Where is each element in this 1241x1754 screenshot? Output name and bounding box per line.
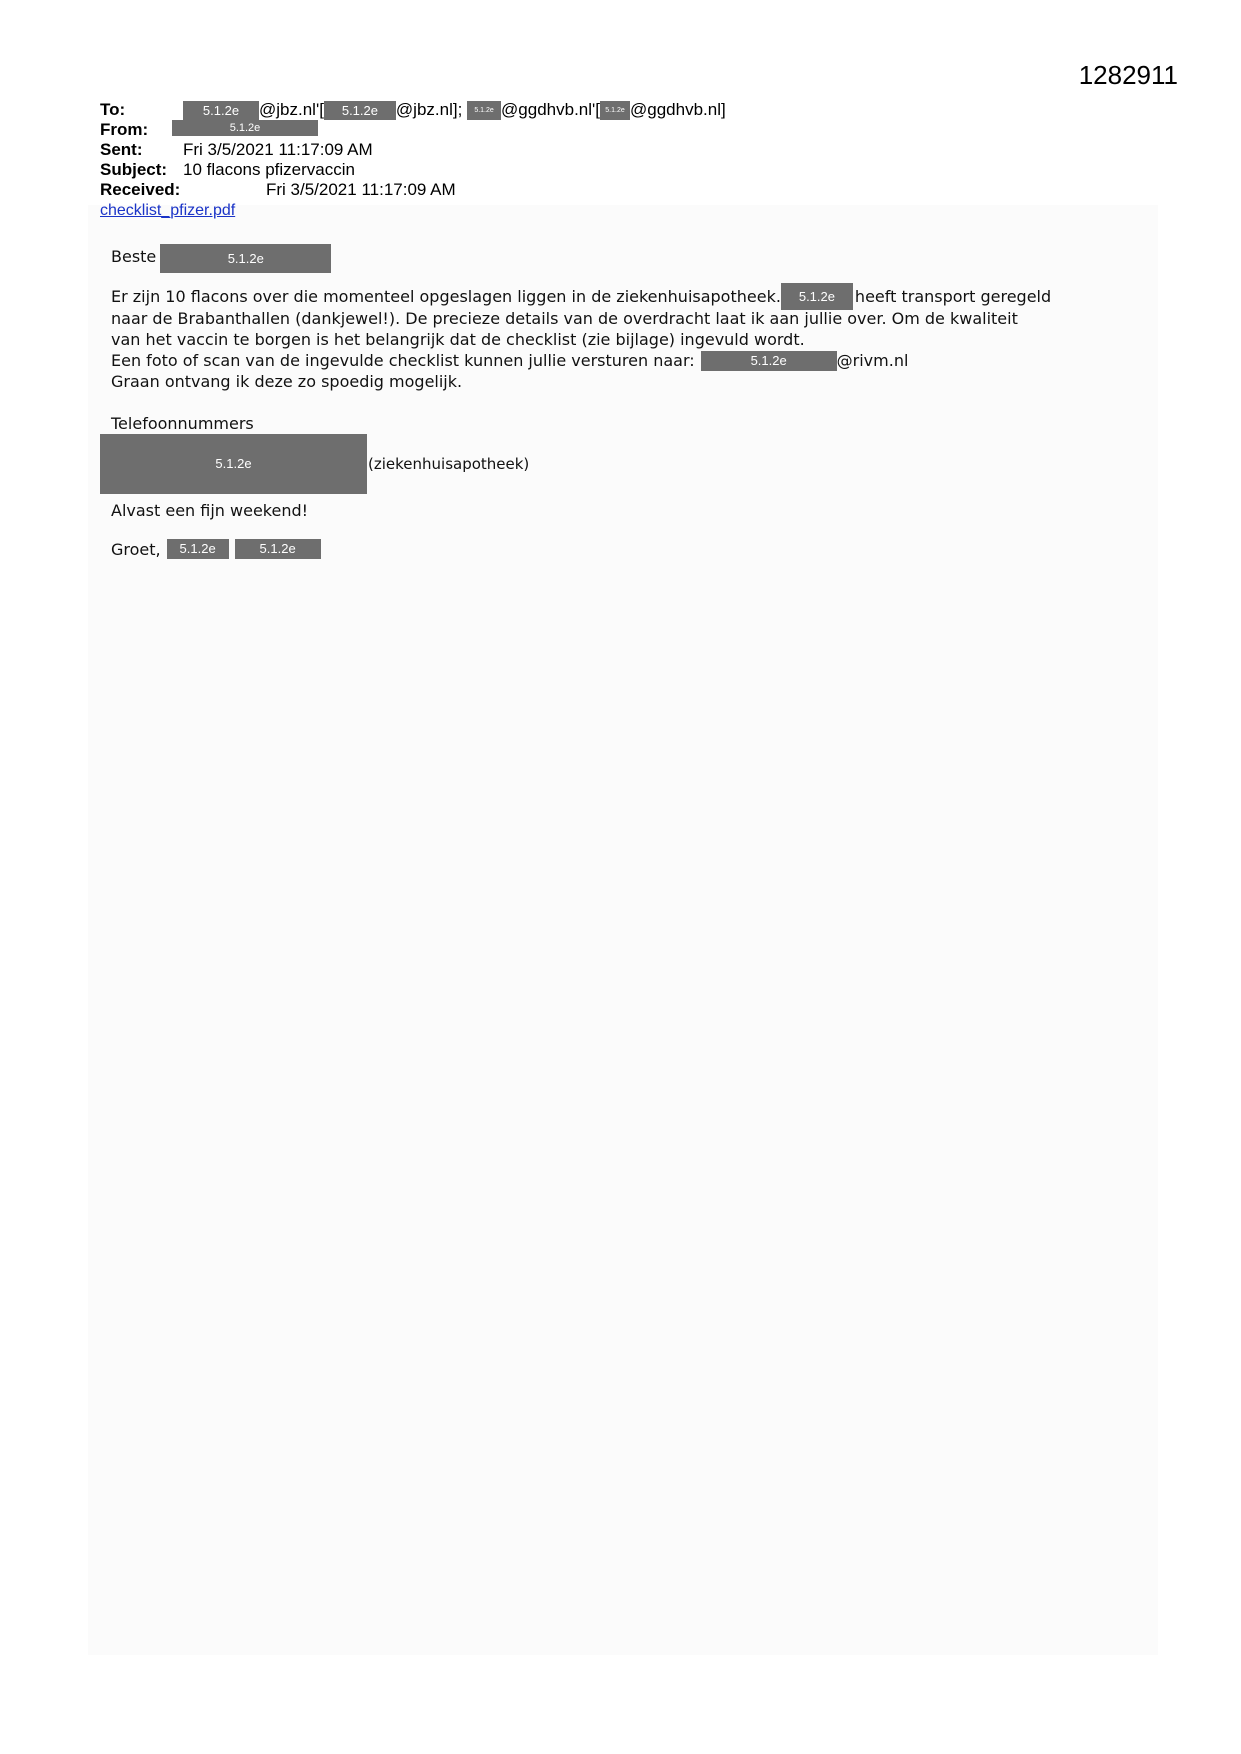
sent-value: Fri 3/5/2021 11:17:09 AM <box>183 140 373 159</box>
to-text: @ggdhvb.nl'[ <box>501 100 601 119</box>
redaction-box: 5.1.2e <box>167 539 229 559</box>
redaction-box: 5.1.2e <box>781 283 853 310</box>
redaction-box: 5.1.2e <box>467 101 501 120</box>
from-row <box>100 120 261 140</box>
signoff-line <box>111 538 1141 560</box>
phone-line <box>100 434 1141 494</box>
to-text: @jbz.nl]; <box>395 100 468 119</box>
email-header <box>100 100 726 220</box>
attachment-link[interactable]: checklist_pfizer.pdf <box>100 202 236 219</box>
body-text: van het vaccin te borgen is het belangrijk dat de checklist (zie bijlage) ingevuld wordt. <box>111 330 805 349</box>
paragraph-line <box>111 350 1141 371</box>
body-text: naar de Brabanthallen (dankjewel!). De precieze details van de overdracht laat ik aan jullie over. Om de kwaliteit <box>111 309 1018 328</box>
to-value <box>183 100 726 120</box>
phones-heading: Telefoonnummers <box>111 414 254 433</box>
redaction-box: 5.1.2e <box>324 101 396 120</box>
subject-row <box>100 160 355 180</box>
redaction-box: 5.1.2e <box>172 120 318 136</box>
greeting: Beste <box>111 246 157 266</box>
phone-suffix: (ziekenhuisapotheek) <box>368 454 530 473</box>
to-row <box>100 100 726 120</box>
closing: Alvast een fijn weekend! <box>111 501 309 520</box>
to-label: To: <box>100 100 126 119</box>
document-number: 1282911 <box>1078 60 1178 90</box>
received-row <box>100 180 456 200</box>
email-body <box>111 240 1141 560</box>
redaction-box: 5.1.2e <box>701 351 837 371</box>
body-text: heeft transport geregeld <box>854 286 1052 306</box>
to-text: @ggdhvb.nl] <box>630 100 726 119</box>
redaction-box: 5.1.2e <box>235 539 321 559</box>
received-label: Received: <box>100 180 181 199</box>
subject-label: Subject: <box>100 160 168 179</box>
sent-label: Sent: <box>100 140 143 159</box>
from-value <box>172 120 318 136</box>
received-value: Fri 3/5/2021 11:17:09 AM <box>266 180 456 199</box>
body-text: Er zijn 10 flacons over die momenteel opgeslagen liggen in de ziekenhuisapotheek. <box>111 286 781 306</box>
redaction-box: 5.1.2e <box>160 244 331 273</box>
body-text: Graan ontvang ik deze zo spoedig mogelijk. <box>111 372 463 391</box>
redaction-box: 5.1.2e <box>183 101 259 120</box>
greeting-line <box>111 240 1141 272</box>
attachment-row <box>100 200 235 220</box>
body-text: @rivm.nl <box>836 351 909 370</box>
sent-row <box>100 140 373 160</box>
from-label: From: <box>100 120 149 139</box>
redaction-box: 5.1.2e <box>600 101 630 120</box>
subject-value: 10 flacons pfizervaccin <box>183 160 355 179</box>
redaction-box: 5.1.2e <box>100 434 367 494</box>
to-text: @jbz.nl'[ <box>259 100 324 119</box>
signoff: Groet, <box>111 539 161 559</box>
paragraph-line <box>111 284 1141 308</box>
body-text: Een foto of scan van de ingevulde checklist kunnen jullie versturen naar: <box>111 351 695 370</box>
